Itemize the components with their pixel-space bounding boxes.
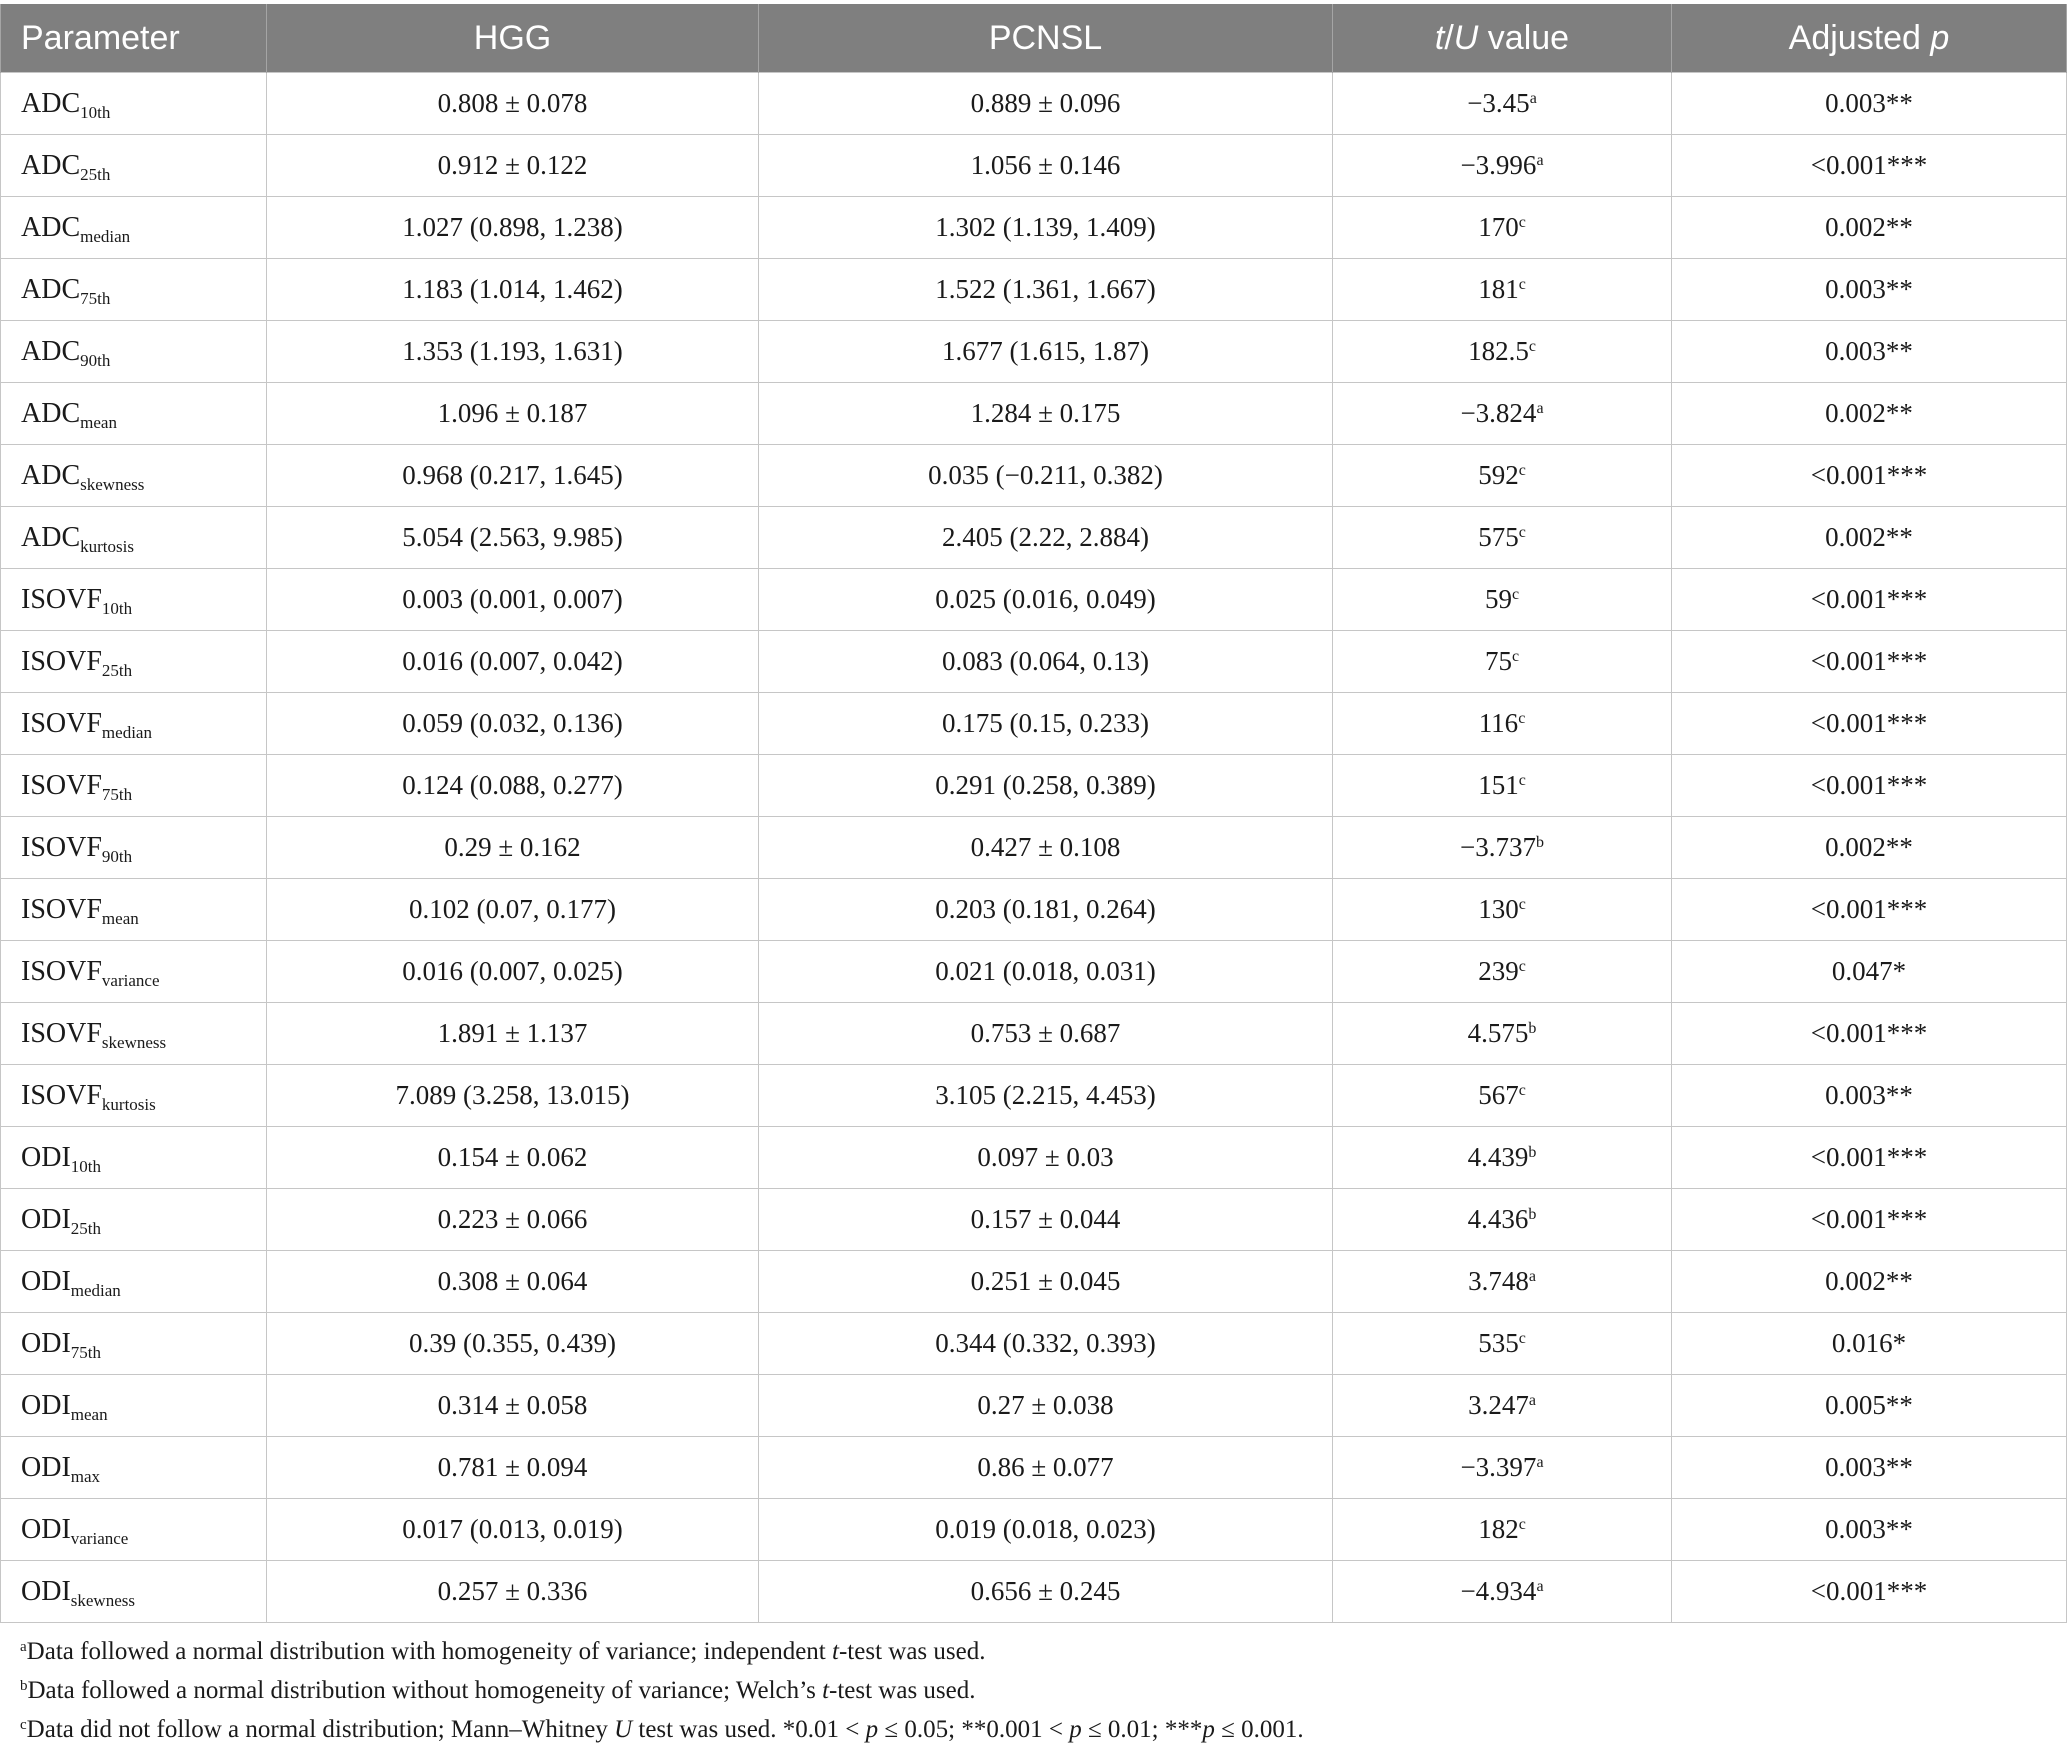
hgg-cell: 0.016 (0.007, 0.042) (267, 631, 759, 693)
parameter-base: ODI (21, 1513, 71, 1545)
parameter-subscript: 10th (80, 102, 111, 122)
parameter-subscript: median (70, 1280, 121, 1300)
table-row (1, 383, 2067, 445)
adjusted-p-cell: <0.001*** (1672, 1127, 2067, 1189)
parameter-subscript: skewness (101, 1032, 167, 1052)
parameter-subscript: median (80, 226, 131, 246)
pcnsl-cell: 0.889 ± 0.096 (759, 73, 1333, 135)
table-row (1, 1003, 2067, 1065)
adjusted-p-cell: 0.005** (1672, 1375, 2067, 1437)
hgg-cell: 0.102 (0.07, 0.177) (267, 879, 759, 941)
hgg-cell: 0.154 ± 0.062 (267, 1127, 759, 1189)
table-row (1, 321, 2067, 383)
header-slash: / (1444, 18, 1454, 57)
parameter-subscript: 90th (101, 846, 133, 866)
parameter-subscript: 10th (70, 1156, 101, 1176)
tu-value: 535 (1478, 1328, 1519, 1358)
tu-value: 3.748 (1468, 1266, 1529, 1296)
table-row (1, 1065, 2067, 1127)
pcnsl-cell: 2.405 (2.22, 2.884) (759, 507, 1333, 569)
test-footnote-mark: c (1528, 338, 1536, 356)
parameter-base: ODI (21, 1141, 71, 1173)
parameter-base: ISOVF (21, 645, 102, 677)
pcnsl-cell: 0.656 ± 0.245 (759, 1561, 1333, 1623)
pcnsl-cell: 0.291 (0.258, 0.389) (759, 755, 1333, 817)
parameter-base: ODI (21, 1389, 71, 1421)
hgg-cell: 1.183 (1.014, 1.462) (267, 259, 759, 321)
hgg-cell: 0.124 (0.088, 0.277) (267, 755, 759, 817)
test-footnote-mark: b (1528, 1020, 1537, 1038)
tu-value: 4.575 (1467, 1018, 1529, 1048)
tu-value-cell (1333, 507, 1672, 569)
parameter-subscript: 75th (70, 1342, 101, 1362)
parameter-cell (1, 693, 267, 755)
test-footnote-mark: b (1528, 1144, 1537, 1162)
parameter-cell (1, 569, 267, 631)
tu-value: −3.45 (1467, 88, 1530, 118)
footnote-b-t: t (822, 1677, 830, 1704)
pcnsl-cell: 0.427 ± 0.108 (759, 817, 1333, 879)
hgg-cell: 0.003 (0.001, 0.007) (267, 569, 759, 631)
hgg-cell: 0.017 (0.013, 0.019) (267, 1499, 759, 1561)
footnote-b-text-end: -test was used. (829, 1677, 976, 1704)
parameter-base: ISOVF (21, 1079, 102, 1111)
footnote-b (20, 1671, 1304, 1710)
hgg-cell: 0.257 ± 0.336 (267, 1561, 759, 1623)
adjusted-p-cell: 0.016* (1672, 1313, 2067, 1375)
table-row (1, 631, 2067, 693)
table-row (1, 1189, 2067, 1251)
parameter-cell (1, 197, 267, 259)
footnote-c (20, 1710, 1304, 1749)
pcnsl-cell: 3.105 (2.215, 4.453) (759, 1065, 1333, 1127)
parameter-subscript: mean (80, 412, 117, 432)
tu-value-cell (1333, 383, 1672, 445)
tu-value: 181 (1478, 274, 1519, 304)
hgg-cell: 1.891 ± 1.137 (267, 1003, 759, 1065)
parameter-cell (1, 1375, 267, 1437)
adjusted-p-cell: <0.001*** (1672, 631, 2067, 693)
table-body (1, 73, 2067, 1623)
test-footnote-mark: c (1518, 1082, 1526, 1100)
parameter-base: ISOVF (21, 831, 102, 863)
parameter-subscript: 10th (101, 598, 133, 618)
hgg-cell: 0.912 ± 0.122 (267, 135, 759, 197)
pcnsl-cell: 0.083 (0.064, 0.13) (759, 631, 1333, 693)
adjusted-p-cell: 0.003** (1672, 1499, 2067, 1561)
table-row (1, 135, 2067, 197)
pcnsl-cell: 0.86 ± 0.077 (759, 1437, 1333, 1499)
pcnsl-cell: 0.097 ± 0.03 (759, 1127, 1333, 1189)
tu-value-cell (1333, 1499, 1672, 1561)
tu-value-cell (1333, 1251, 1672, 1313)
parameter-base: ISOVF (21, 769, 102, 801)
test-footnote-mark: c (1518, 896, 1526, 914)
adjusted-p-cell: 0.003** (1672, 259, 2067, 321)
parameter-subscript: mean (70, 1404, 108, 1424)
footnote-c-text: Data did not follow a normal distribution; Mann–Whitney (26, 1716, 615, 1743)
parameter-base: ODI (21, 1327, 71, 1359)
tu-value: 575 (1478, 522, 1519, 552)
results-table (0, 4, 2067, 1623)
adjusted-p-cell: 0.002** (1672, 817, 2067, 879)
test-footnote-mark: a (1528, 1268, 1536, 1286)
pcnsl-cell: 1.677 (1.615, 1.87) (759, 321, 1333, 383)
footnote-b-mark: b (20, 1677, 28, 1694)
parameter-base: ADC (21, 521, 81, 553)
pcnsl-cell: 0.035 (−0.211, 0.382) (759, 445, 1333, 507)
parameter-subscript: kurtosis (80, 536, 134, 556)
header-adjusted-word: Adjusted (1788, 18, 1931, 57)
footnote-c-text-2: test was used. *0.01 < (632, 1716, 866, 1743)
adjusted-p-cell: <0.001*** (1672, 1189, 2067, 1251)
tu-value: 170 (1478, 212, 1519, 242)
adjusted-p-cell: <0.001*** (1672, 1003, 2067, 1065)
header-p: p (1930, 18, 1950, 57)
table-row (1, 569, 2067, 631)
pcnsl-cell: 1.302 (1.139, 1.409) (759, 197, 1333, 259)
parameter-cell (1, 755, 267, 817)
tu-value: −3.737 (1460, 832, 1536, 862)
test-footnote-mark: a (1528, 1392, 1536, 1410)
hgg-cell: 0.223 ± 0.066 (267, 1189, 759, 1251)
parameter-cell (1, 1251, 267, 1313)
hgg-cell: 1.096 ± 0.187 (267, 383, 759, 445)
parameter-subscript: 90th (80, 350, 111, 370)
hgg-cell: 0.39 (0.355, 0.439) (267, 1313, 759, 1375)
pcnsl-cell: 0.251 ± 0.045 (759, 1251, 1333, 1313)
adjusted-p-cell: <0.001*** (1672, 755, 2067, 817)
footnote-a-mark: a (20, 1638, 27, 1655)
header-u: U (1453, 18, 1479, 57)
tu-value: 3.247 (1468, 1390, 1529, 1420)
test-footnote-mark: a (1536, 152, 1544, 170)
parameter-cell (1, 135, 267, 197)
parameter-base: ISOVF (21, 1017, 102, 1049)
hgg-cell: 1.353 (1.193, 1.631) (267, 321, 759, 383)
parameter-cell (1, 1499, 267, 1561)
tu-value: −3.824 (1460, 398, 1537, 428)
tu-value: −4.934 (1460, 1576, 1537, 1606)
adjusted-p-cell: 0.003** (1672, 321, 2067, 383)
hgg-cell: 0.808 ± 0.078 (267, 73, 759, 135)
tu-value-cell (1333, 817, 1672, 879)
table-row (1, 1499, 2067, 1561)
tu-value-cell (1333, 1003, 1672, 1065)
tu-value: 130 (1478, 894, 1519, 924)
parameter-subscript: 25th (80, 164, 111, 184)
tu-value-cell (1333, 1127, 1672, 1189)
test-footnote-mark: a (1536, 1578, 1544, 1596)
footnote-c-mark: c (20, 1716, 27, 1733)
adjusted-p-cell: 0.047* (1672, 941, 2067, 1003)
adjusted-p-cell: <0.001*** (1672, 135, 2067, 197)
adjusted-p-cell: 0.002** (1672, 383, 2067, 445)
parameter-subscript: mean (101, 908, 139, 928)
parameter-cell (1, 1313, 267, 1375)
test-footnote-mark: b (1535, 834, 1544, 852)
adjusted-p-cell: 0.002** (1672, 1251, 2067, 1313)
test-footnote-mark: a (1536, 1454, 1544, 1472)
tu-value: 75 (1484, 646, 1512, 676)
pcnsl-cell: 1.284 ± 0.175 (759, 383, 1333, 445)
pcnsl-cell: 0.344 (0.332, 0.393) (759, 1313, 1333, 1375)
parameter-subscript: skewness (80, 474, 145, 494)
parameter-cell (1, 321, 267, 383)
table-row (1, 259, 2067, 321)
table-row (1, 755, 2067, 817)
test-footnote-mark: c (1518, 462, 1526, 480)
parameter-base: ADC (21, 211, 81, 243)
parameter-cell (1, 445, 267, 507)
parameter-base: ISOVF (21, 955, 102, 987)
parameter-base: ADC (21, 273, 81, 305)
footnote-a-text: Data followed a normal distribution with homogeneity of variance; independent (26, 1638, 833, 1665)
table-row (1, 197, 2067, 259)
parameter-cell (1, 73, 267, 135)
tu-value-cell (1333, 631, 1672, 693)
tu-value-cell (1333, 569, 1672, 631)
test-footnote-mark: c (1518, 214, 1526, 232)
adjusted-p-cell: <0.001*** (1672, 879, 2067, 941)
parameter-base: ODI (21, 1575, 71, 1607)
pcnsl-cell: 0.157 ± 0.044 (759, 1189, 1333, 1251)
parameter-subscript: 75th (101, 784, 133, 804)
table-row (1, 941, 2067, 1003)
header-value-word: value (1478, 18, 1570, 57)
parameter-base: ISOVF (21, 707, 102, 739)
tu-value: −3.996 (1460, 150, 1537, 180)
hgg-cell: 1.027 (0.898, 1.238) (267, 197, 759, 259)
adjusted-p-cell: 0.003** (1672, 1065, 2067, 1127)
footnotes (20, 1632, 1304, 1749)
header-parameter: Parameter (1, 4, 267, 73)
test-footnote-mark: c (1518, 710, 1526, 728)
pcnsl-cell: 0.175 (0.15, 0.233) (759, 693, 1333, 755)
header-pcnsl: PCNSL (759, 4, 1333, 73)
tu-value-cell (1333, 321, 1672, 383)
tu-value-cell (1333, 445, 1672, 507)
tu-value: 567 (1478, 1080, 1519, 1110)
table-row (1, 1313, 2067, 1375)
pcnsl-cell: 0.203 (0.181, 0.264) (759, 879, 1333, 941)
parameter-base: ISOVF (21, 583, 102, 615)
parameter-base: ADC (21, 397, 81, 429)
adjusted-p-cell: 0.003** (1672, 1437, 2067, 1499)
header-adjusted-p (1672, 4, 2067, 73)
tu-value-cell (1333, 1437, 1672, 1499)
parameter-base: ODI (21, 1203, 71, 1235)
footnote-c-text-4: ≤ 0.01; *** (1081, 1716, 1203, 1743)
hgg-cell: 0.059 (0.032, 0.136) (267, 693, 759, 755)
table-row (1, 1561, 2067, 1623)
parameter-cell (1, 1003, 267, 1065)
tu-value-cell (1333, 73, 1672, 135)
parameter-subscript: max (70, 1466, 101, 1486)
footnote-c-p3: p (1202, 1716, 1215, 1743)
parameter-cell (1, 1437, 267, 1499)
parameter-subscript: kurtosis (101, 1094, 156, 1114)
pcnsl-cell: 1.522 (1.361, 1.667) (759, 259, 1333, 321)
tu-value-cell (1333, 941, 1672, 1003)
pcnsl-cell: 0.019 (0.018, 0.023) (759, 1499, 1333, 1561)
parameter-base: ODI (21, 1451, 71, 1483)
hgg-cell: 0.781 ± 0.094 (267, 1437, 759, 1499)
footnote-c-p2: p (1069, 1716, 1082, 1743)
test-footnote-mark: c (1518, 1516, 1526, 1534)
parameter-base: ADC (21, 87, 81, 119)
table-row (1, 1127, 2067, 1189)
footnote-a-text-end: -test was used. (838, 1638, 986, 1665)
adjusted-p-cell: <0.001*** (1672, 445, 2067, 507)
adjusted-p-cell: <0.001*** (1672, 693, 2067, 755)
test-footnote-mark: c (1518, 772, 1526, 790)
test-footnote-mark: c (1518, 276, 1526, 294)
parameter-base: ADC (21, 149, 81, 181)
header-row (1, 4, 2067, 73)
tu-value: 116 (1478, 708, 1519, 738)
tu-value-cell (1333, 879, 1672, 941)
tu-value: 151 (1478, 770, 1519, 800)
table-row (1, 817, 2067, 879)
footnote-c-u: U (614, 1716, 633, 1743)
parameter-cell (1, 507, 267, 569)
test-footnote-mark: c (1511, 586, 1520, 604)
tu-value-cell (1333, 693, 1672, 755)
pcnsl-cell: 0.025 (0.016, 0.049) (759, 569, 1333, 631)
header-hgg: HGG (267, 4, 759, 73)
parameter-cell (1, 1189, 267, 1251)
test-footnote-mark: c (1518, 958, 1526, 976)
footnote-a-t: t (832, 1638, 839, 1665)
parameter-cell (1, 383, 267, 445)
table-row (1, 1437, 2067, 1499)
tu-value: 4.436 (1467, 1204, 1529, 1234)
pcnsl-cell: 0.27 ± 0.038 (759, 1375, 1333, 1437)
tu-value: −3.397 (1460, 1452, 1537, 1482)
parameter-cell (1, 1127, 267, 1189)
tu-value-cell (1333, 1375, 1672, 1437)
tu-value: 592 (1478, 460, 1519, 490)
parameter-cell (1, 1561, 267, 1623)
tu-value-cell (1333, 135, 1672, 197)
table-row (1, 445, 2067, 507)
tu-value: 182.5 (1468, 336, 1529, 366)
tu-value-cell (1333, 755, 1672, 817)
test-footnote-mark: c (1518, 1330, 1526, 1348)
test-footnote-mark: b (1528, 1206, 1537, 1224)
parameter-base: ODI (21, 1265, 71, 1297)
hgg-cell: 0.314 ± 0.058 (267, 1375, 759, 1437)
adjusted-p-cell: 0.002** (1672, 197, 2067, 259)
adjusted-p-cell: <0.001*** (1672, 569, 2067, 631)
header-t: t (1434, 18, 1445, 57)
hgg-cell: 0.29 ± 0.162 (267, 817, 759, 879)
test-footnote-mark: c (1511, 648, 1520, 666)
parameter-cell (1, 631, 267, 693)
parameter-subscript: 25th (70, 1218, 101, 1238)
tu-value-cell (1333, 1189, 1672, 1251)
pcnsl-cell: 0.753 ± 0.687 (759, 1003, 1333, 1065)
tu-value-cell (1333, 1561, 1672, 1623)
parameter-subscript: variance (70, 1528, 129, 1548)
tu-value: 239 (1478, 956, 1519, 986)
parameter-subscript: variance (101, 970, 160, 990)
parameter-subscript: 75th (80, 288, 111, 308)
footnote-b-text: Data followed a normal distribution without homogeneity of variance; Welch’s (27, 1677, 823, 1704)
tu-value-cell (1333, 197, 1672, 259)
adjusted-p-cell: 0.003** (1672, 73, 2067, 135)
hgg-cell: 0.016 (0.007, 0.025) (267, 941, 759, 1003)
test-footnote-mark: a (1529, 90, 1537, 108)
parameter-cell (1, 879, 267, 941)
hgg-cell: 7.089 (3.258, 13.015) (267, 1065, 759, 1127)
parameter-subscript: median (101, 722, 152, 742)
tu-value: 4.439 (1467, 1142, 1529, 1172)
footnote-c-text-3: ≤ 0.05; **0.001 < (878, 1716, 1070, 1743)
table-row (1, 73, 2067, 135)
footnote-c-text-5: ≤ 0.001. (1214, 1716, 1304, 1743)
tu-value-cell (1333, 1313, 1672, 1375)
table-row (1, 693, 2067, 755)
tu-value: 59 (1484, 584, 1512, 614)
parameter-cell (1, 259, 267, 321)
pcnsl-cell: 1.056 ± 0.146 (759, 135, 1333, 197)
parameter-base: ISOVF (21, 893, 102, 925)
tu-value-cell (1333, 259, 1672, 321)
table-row (1, 507, 2067, 569)
table-row (1, 1375, 2067, 1437)
test-footnote-mark: a (1536, 400, 1544, 418)
parameter-cell (1, 817, 267, 879)
test-footnote-mark: c (1518, 524, 1526, 542)
adjusted-p-cell: 0.002** (1672, 507, 2067, 569)
hgg-cell: 0.308 ± 0.064 (267, 1251, 759, 1313)
footnote-a (20, 1632, 1304, 1671)
tu-value: 182 (1478, 1514, 1519, 1544)
adjusted-p-cell: <0.001*** (1672, 1561, 2067, 1623)
header-tu-value (1333, 4, 1672, 73)
parameter-cell (1, 941, 267, 1003)
parameter-subscript: 25th (101, 660, 133, 680)
parameter-subscript: skewness (70, 1590, 135, 1610)
pcnsl-cell: 0.021 (0.018, 0.031) (759, 941, 1333, 1003)
table-row (1, 1251, 2067, 1313)
hgg-cell: 5.054 (2.563, 9.985) (267, 507, 759, 569)
parameter-base: ADC (21, 335, 81, 367)
footnote-c-p1: p (865, 1716, 879, 1743)
parameter-base: ADC (21, 459, 81, 491)
hgg-cell: 0.968 (0.217, 1.645) (267, 445, 759, 507)
table-row (1, 879, 2067, 941)
tu-value-cell (1333, 1065, 1672, 1127)
parameter-cell (1, 1065, 267, 1127)
